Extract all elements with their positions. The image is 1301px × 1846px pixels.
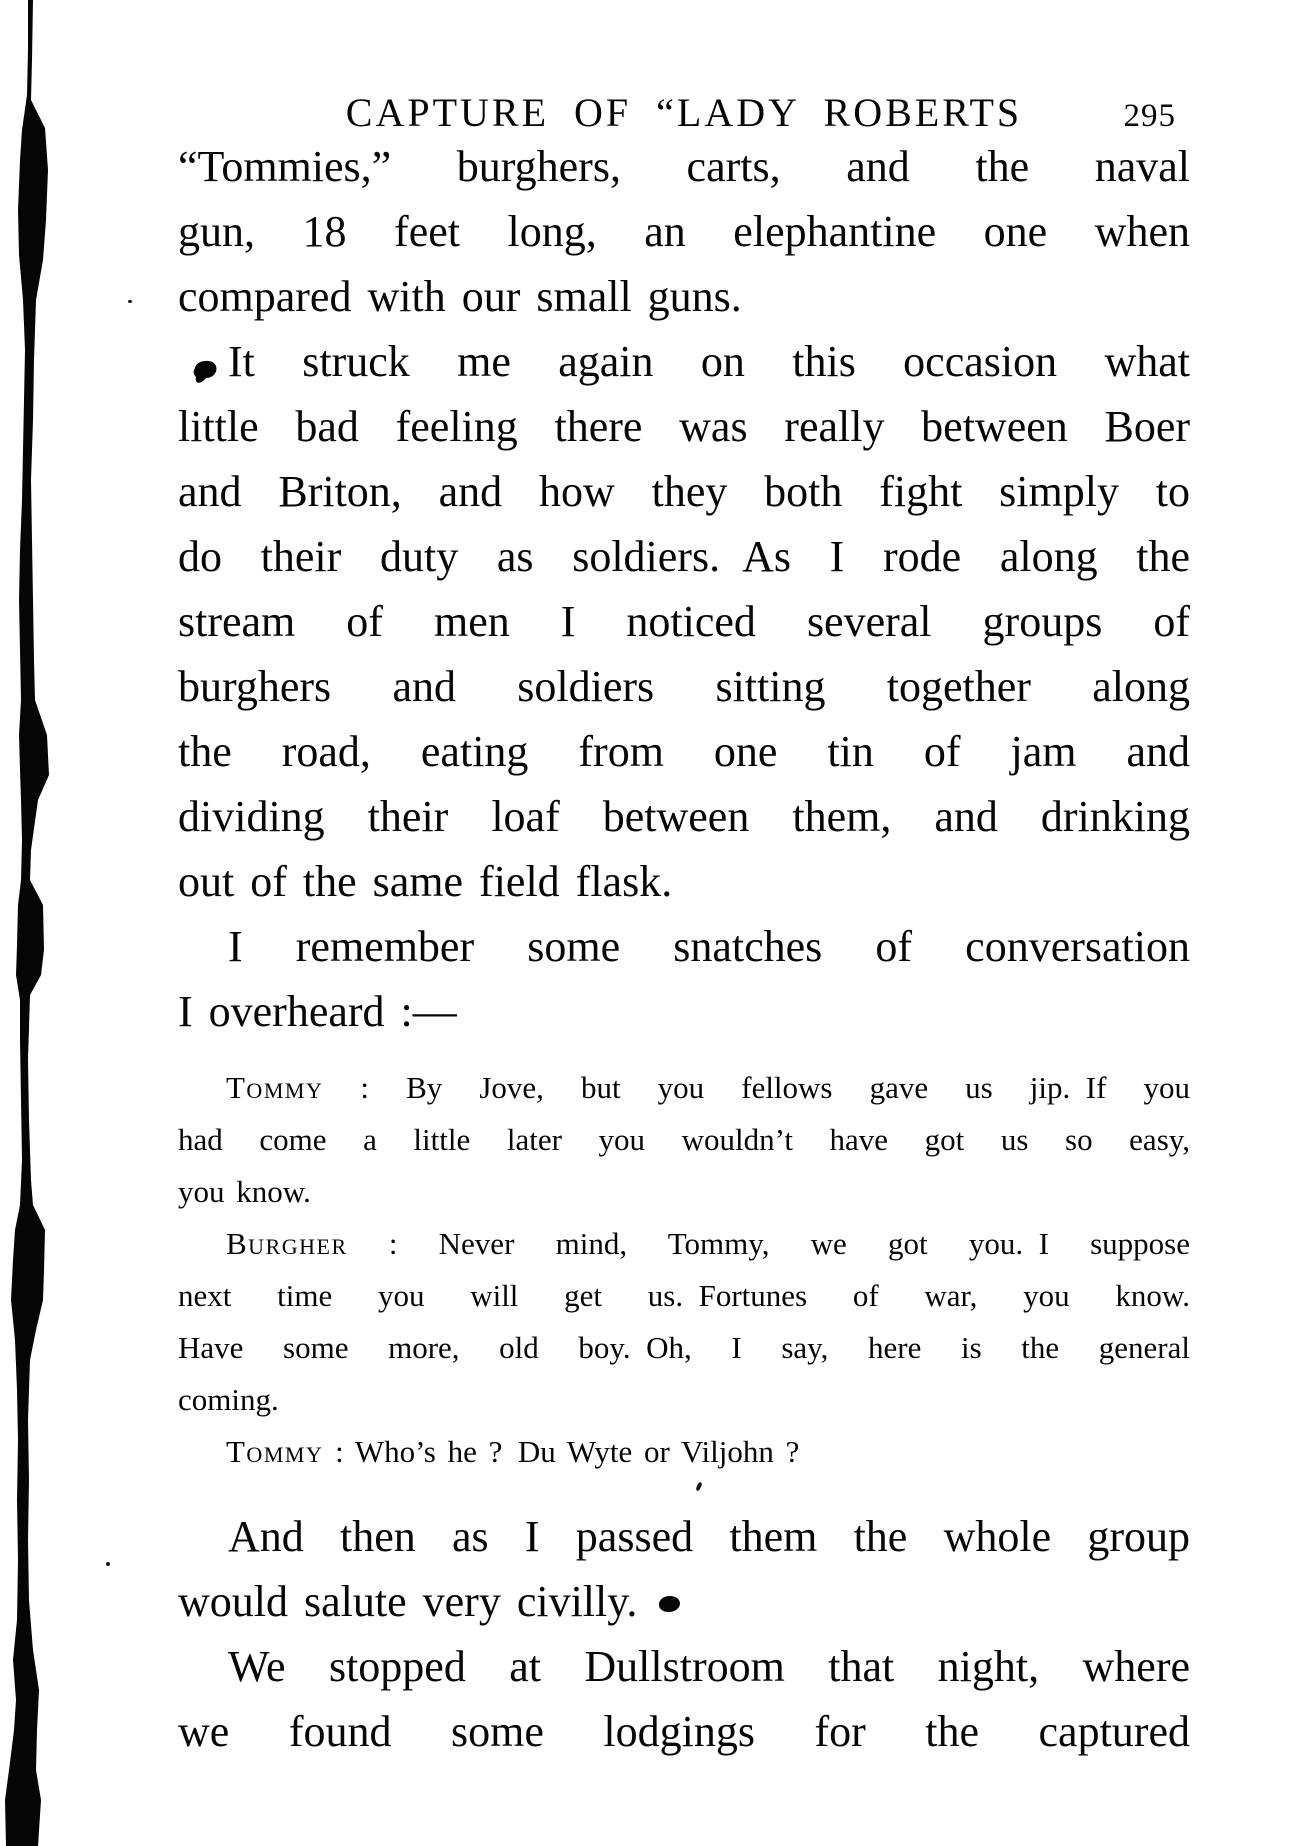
text-line: I overheard :— (178, 987, 457, 1036)
running-header-title: CAPTURE OF “LADY ROBERTS (345, 90, 1023, 135)
binding-shadow (0, 0, 60, 1846)
text-line: gun, 18 feet long, an elephantine one when (178, 207, 1190, 256)
text-line: compared with our small guns. (178, 272, 742, 321)
text-line: and Briton, and how they both fight simply to (178, 467, 1190, 516)
text-line: stream of men I noticed several groups of (178, 597, 1190, 646)
text-line (178, 329, 1190, 394)
dialogue-line: you know. (178, 1174, 311, 1209)
dialogue-line: next time you will get us. Fortunes of war, you know. (178, 1278, 1190, 1313)
speaker-name: Burgher (226, 1226, 348, 1261)
dialogue-line (178, 1426, 1190, 1478)
text-line: out of the same field flask. (178, 857, 673, 906)
speaker-name: Tommy (226, 1434, 324, 1469)
dialogue-block (178, 1062, 1190, 1478)
text-line: We stopped at Dullstroom that night, where (228, 1642, 1190, 1691)
dialogue-text: : Who’s he ? Du Wyte or Viljohn ? (323, 1434, 800, 1469)
body-text (178, 134, 1190, 1764)
ink-speck (128, 300, 132, 303)
text-line: dividing their loaf between them, and drinking (178, 792, 1190, 841)
text-line: “Tommies,” burghers, carts, and the naval (178, 142, 1190, 191)
text-line: burghers and soldiers sitting together along (178, 662, 1190, 711)
running-header (178, 92, 1190, 134)
text-line-content: It struck me again on this occasion what (228, 337, 1190, 386)
dialogue-line: coming. (178, 1382, 279, 1417)
text-block (178, 0, 1190, 1764)
speaker-name: Tommy (226, 1070, 324, 1105)
ink-dot-mark (659, 1596, 680, 1612)
text-line: And then as I passed them the whole group (228, 1512, 1190, 1561)
text-line: the road, eating from one tin of jam and (178, 727, 1190, 776)
text-line: do their duty as soldiers. As I rode along the (178, 532, 1190, 581)
text-line: I remember some snatches of conversation (228, 922, 1190, 971)
text-line: we found some lodgings for the captured (178, 1707, 1190, 1756)
dialogue-line: Have some more, old boy. Oh, I say, here is the general (178, 1330, 1190, 1365)
ink-blot-mark (188, 357, 220, 389)
page-number: 295 (1123, 98, 1176, 134)
dialogue-line (178, 1218, 1190, 1270)
ink-speck (106, 1562, 110, 1566)
text-line (178, 1569, 1190, 1634)
dialogue-line: had come a little later you wouldn’t have got us so easy, (178, 1122, 1190, 1157)
dialogue-line (178, 1062, 1190, 1114)
text-line-content: would salute very civilly. (178, 1577, 638, 1626)
dialogue-text: : Never mind, Tommy, we got you. I suppose (347, 1226, 1190, 1261)
dialogue-text: : By Jove, but you fellows gave us jip. If you (323, 1070, 1190, 1105)
text-line: little bad feeling there was really between Boer (178, 402, 1190, 451)
